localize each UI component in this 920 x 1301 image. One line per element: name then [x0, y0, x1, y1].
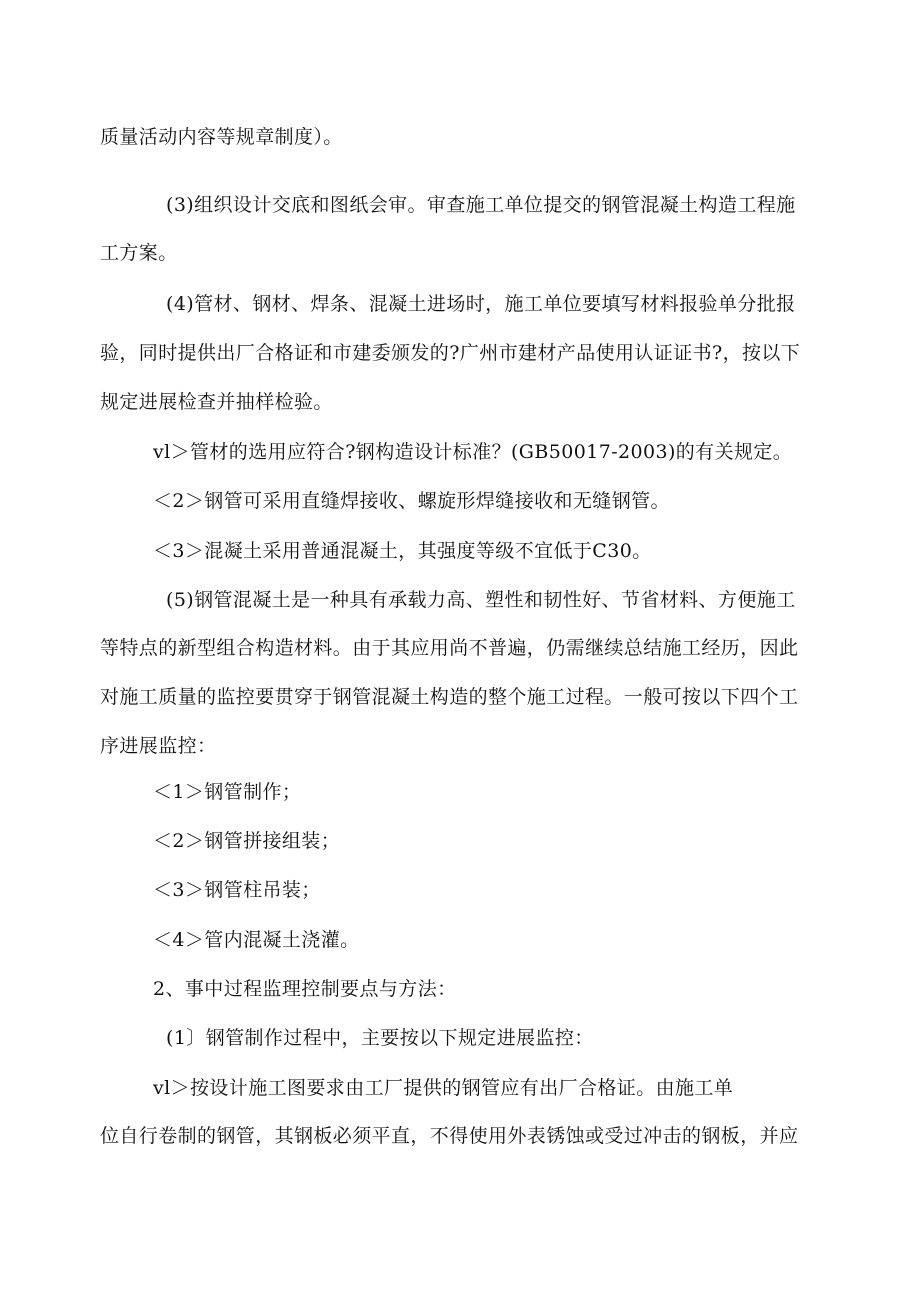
text-line: ＜3＞混凝土采用普通混凝土，其强度等级不宜低于C30。	[153, 540, 652, 562]
text-line: 位自行卷制的钢管，其钢板必须平直，不得使用外表锈蚀或受过冲击的钢板，并应	[100, 1125, 799, 1147]
section-heading: 2、事中过程监理控制要点与方法：	[153, 978, 457, 1000]
text-line: (3)组织设计交底和图纸会审。审查施工单位提交的钢管混凝土构造工程施	[166, 194, 796, 216]
text-line: 序进展监控：	[100, 735, 217, 757]
text-line: 对施工质量的监控要贯穿于钢管混凝土构造的整个施工过程。一般可按以下四个工	[100, 686, 799, 708]
text-line: 规定进展检查并抽样检验。	[100, 391, 333, 413]
text-line: 验，同时提供出厂合格证和市建委颁发的?广州市建材产品使用认证证书?，按以下	[100, 342, 801, 364]
text-line: 等特点的新型组合构造材料。由于其应用尚不普遍，仍需继续总结施工经历，因此	[100, 637, 799, 659]
text-line: (1〕钢管制作过程中，主要按以下规定进展监控：	[166, 1027, 594, 1049]
text-line: ＜2＞钢管可采用直缝焊接收、螺旋形焊缝接收和无缝钢管。	[153, 490, 670, 512]
list-item: ＜1＞钢管制作；	[153, 781, 302, 803]
text-line: vl＞按设计施工图要求由工厂提供的钢管应有出厂合格证。由施工单	[153, 1077, 734, 1099]
text-line: vl＞管材的选用应符合?钢构造设计标准？(GB50017-2003)的有关规定。	[153, 441, 793, 463]
list-item: ＜3＞钢管柱吊装；	[153, 879, 321, 901]
text-line: 工方案。	[100, 242, 178, 264]
text-line: (5)钢管混凝土是一种具有承载力高、塑性和韧性好、节省材料、方便施工	[166, 589, 796, 611]
text-line: 质量活动内容等规章制度）。	[100, 126, 343, 148]
list-item: ＜4＞管内混凝土浇灌。	[153, 929, 360, 951]
list-item: ＜2＞钢管拼接组装；	[153, 830, 341, 852]
text-line: (4)管材、钢材、焊条、混凝土进场时，施工单位要填写材料报验单分批报	[166, 293, 796, 315]
